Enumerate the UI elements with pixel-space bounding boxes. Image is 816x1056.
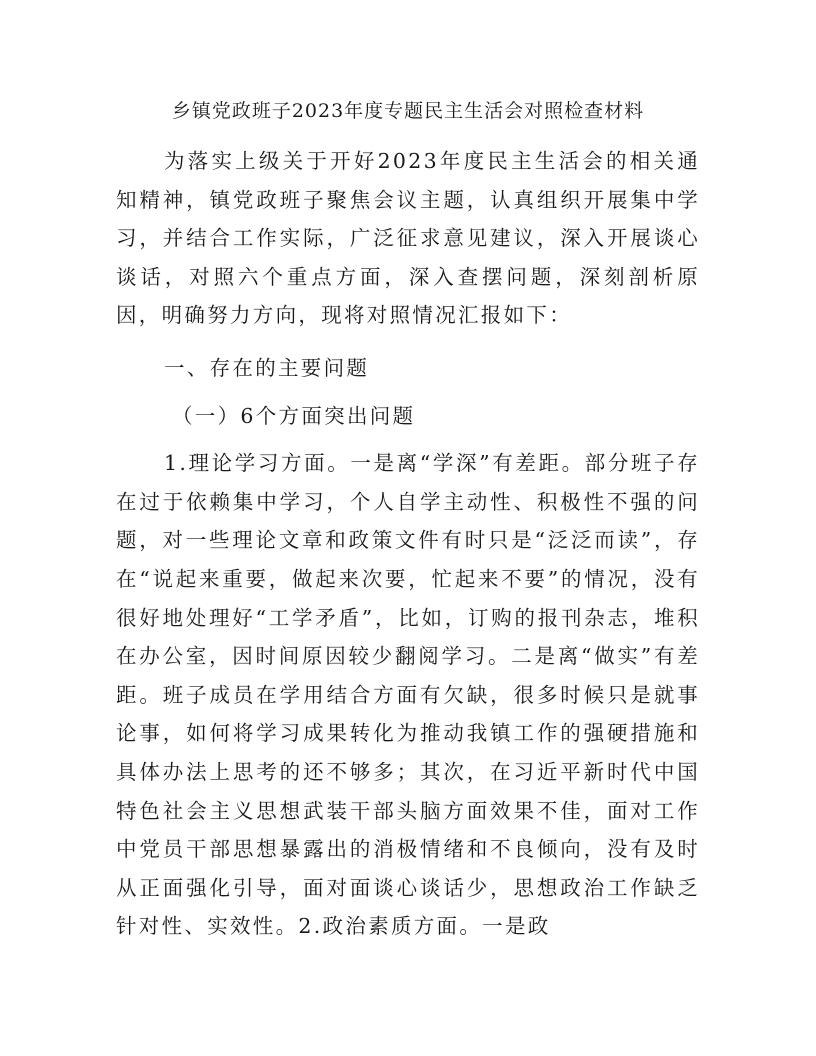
body-paragraph: 1.理论学习方面。一是离“学深”有差距。部分班子存在过于依赖集中学习，个人自学主动性、积极性不强的问题，对一些理论文章和政策文件有时只是“泛泛而读”，存在“说起来重要，做起来次要，忙起来不要”的情况，没有很好地处理好“工学矛盾”，比如，订购的报刊杂志，堆积在办公室，因时间原因较少翻阅学习。二是离“做实”有差距。班子成员在学用结合方面有欠缺，很多时候只是就事论事，如何将学习成果转化为推动我镇工作的强硬措施和具体办法上思考的还不够多；其次，在习近平新时代中国特色社会主义思想武装干部头脑方面效果不佳，面对工作中党员干部思想暴露出的消极情绪和不良倾向，没有及时从正面强化引导，面对面谈心谈话少，思想政治工作缺乏针对性、实效性。2.政治素质方面。一是政 <box>116 451 700 939</box>
document-body <box>116 142 700 946</box>
document-title: 乡镇党政班子2023年度专题民主生活会对照检查材料 <box>171 100 645 122</box>
intro-paragraph: 为落实上级关于开好2023年度民主生活会的相关通知精神，镇党政班子聚焦会议主题，认真组织开展集中学习，并结合工作实际，广泛征求意见建议，深入开展谈心谈话，对照六个重点方面，深入查摆问题，深刻剖析原因，明确努力方向，现将对照情况汇报如下： <box>116 149 700 328</box>
subsection-heading: （一）6个方面突出问题 <box>172 403 416 428</box>
section-heading: 一、存在的主要问题 <box>164 355 370 380</box>
